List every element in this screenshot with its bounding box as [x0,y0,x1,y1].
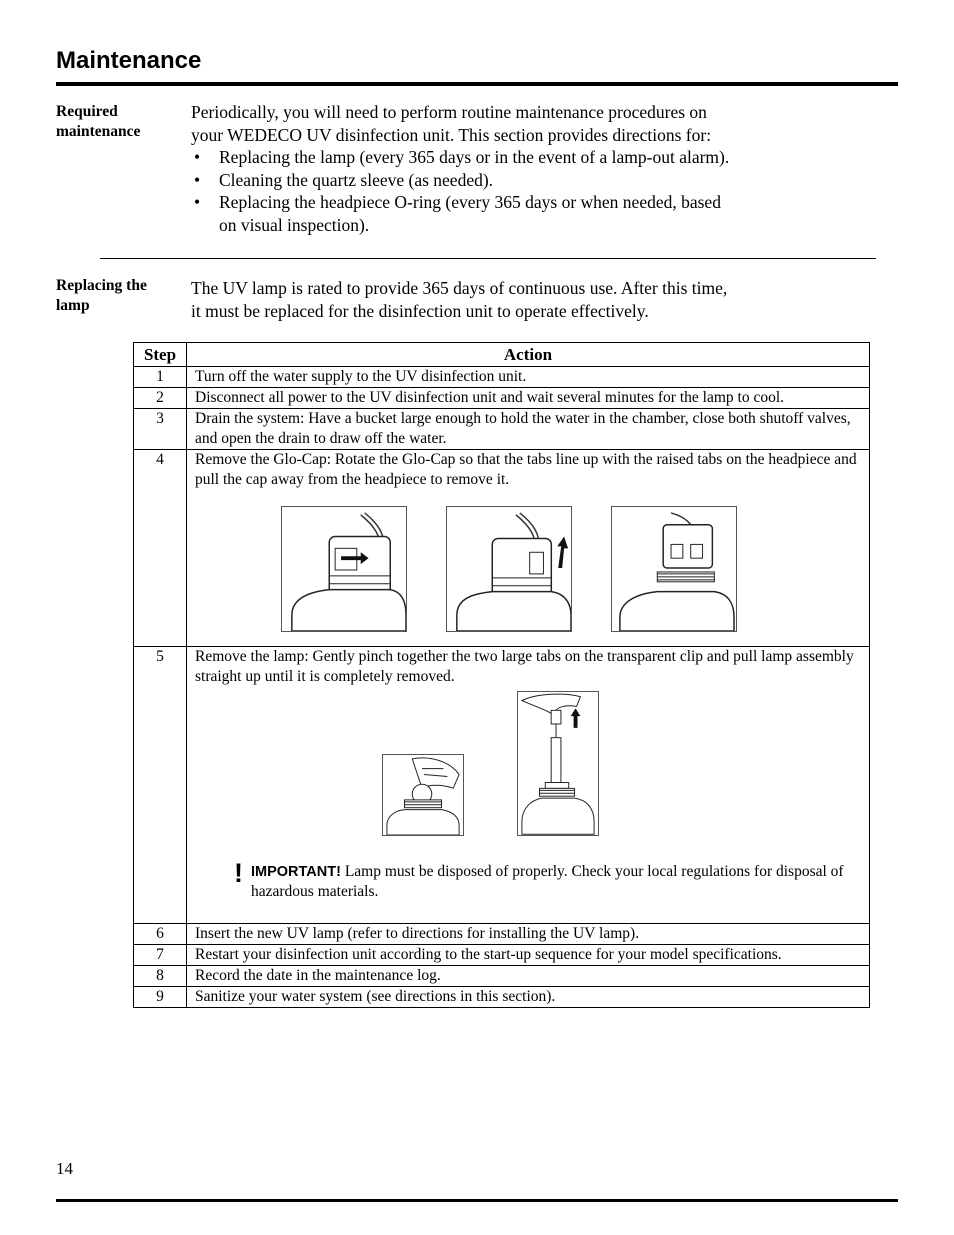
step-number: 1 [134,367,187,388]
step-action: Restart your disinfection unit according to the start-up sequence for your model specifications. [187,945,870,966]
pull-lamp-illustration [517,691,599,836]
table-row [134,924,870,945]
step-action: Remove the lamp: Gently pinch together the two large tabs on the transparent clip and pull lamp assembly straight up until it is completely removed. [195,648,854,685]
exclamation-icon: ! [234,858,243,888]
step-number: 3 [134,409,187,450]
intro-line: Periodically, you will need to perform routine maintenance procedures on [191,102,707,122]
required-maintenance-label [56,102,140,142]
step-action: Sanitize your water system (see directions in this section). [187,987,870,1008]
list-item: • Cleaning the quartz sleeve (as needed). [191,169,729,192]
page-number: 14 [56,1159,73,1178]
label-line: maintenance [56,123,141,140]
step-action: Disconnect all power to the UV disinfection unit and wait several minutes for the lamp to cool. [187,388,870,409]
list-item-text: on visual inspection). [219,214,370,235]
table-row [134,367,870,388]
section-divider [100,258,876,259]
footer-rule [56,1199,898,1202]
step-number: 9 [134,987,187,1008]
intro-line: it must be replaced for the disinfection unit to operate effectively. [191,300,649,321]
table-row [134,409,870,450]
important-text: Lamp must be disposed of properly. Check your local regulations for disposal of hazardous materials. [251,863,844,900]
step-number: 7 [134,945,187,966]
table-row [134,450,870,647]
steps-table [133,342,870,1008]
important-label: IMPORTANT! [251,864,341,880]
list-item: • Replacing the lamp (every 365 days or in the event of a lamp-out alarm). [191,146,729,169]
table-row [134,647,870,924]
table-row [134,945,870,966]
intro-line: The UV lamp is rated to provide 365 days of continuous use. After this time, [191,278,728,298]
pinch-clip-illustration [382,754,464,836]
step-action: Drain the system: Have a bucket large enough to hold the water in the chamber, close both shutoff valves, and open the drain to draw off the water. [187,409,870,450]
glo-cap-pull-illustration [446,506,572,632]
important-notice [234,858,861,902]
label-line: lamp [56,297,90,314]
step-number: 4 [134,450,187,647]
required-maintenance-body [191,101,729,236]
step-action-cell [187,450,870,647]
label-line: Required [56,103,118,120]
glo-cap-rotate-illustration [281,506,407,632]
table-row [134,987,870,1008]
step-action: Record the date in the maintenance log. [187,966,870,987]
step-number: 6 [134,924,187,945]
step-action: Remove the Glo-Cap: Rotate the Glo-Cap so that the tabs line up with the raised tabs on the headpiece and pull the cap away from the headpiece to remove it. [195,451,857,488]
step-number: 5 [134,647,187,924]
step-action-cell [187,647,870,924]
table-row [134,388,870,409]
page-title: Maintenance [56,47,202,74]
title-rule [56,82,898,86]
intro-line: your WEDECO UV disinfection unit. This section provides directions for: [191,124,712,145]
glo-cap-removed-illustration [611,506,737,632]
step-action: Turn off the water supply to the UV disinfection unit. [187,367,870,388]
action-header: Action [187,343,870,367]
table-header-row [134,343,870,367]
table-row [134,966,870,987]
step-number: 2 [134,388,187,409]
step-header: Step [134,343,187,367]
replacing-lamp-body [191,277,727,322]
list-item-text: Replacing the headpiece O-ring (every 365 days or when needed, based [219,192,721,212]
list-item [191,191,729,236]
replacing-lamp-label [56,276,147,316]
lamp-removal-illustrations [382,691,861,836]
label-line: Replacing the [56,277,147,294]
step-number: 8 [134,966,187,987]
step-action: Insert the new UV lamp (refer to directions for installing the UV lamp). [187,924,870,945]
maintenance-list [191,146,729,236]
glo-cap-illustrations [281,506,861,632]
